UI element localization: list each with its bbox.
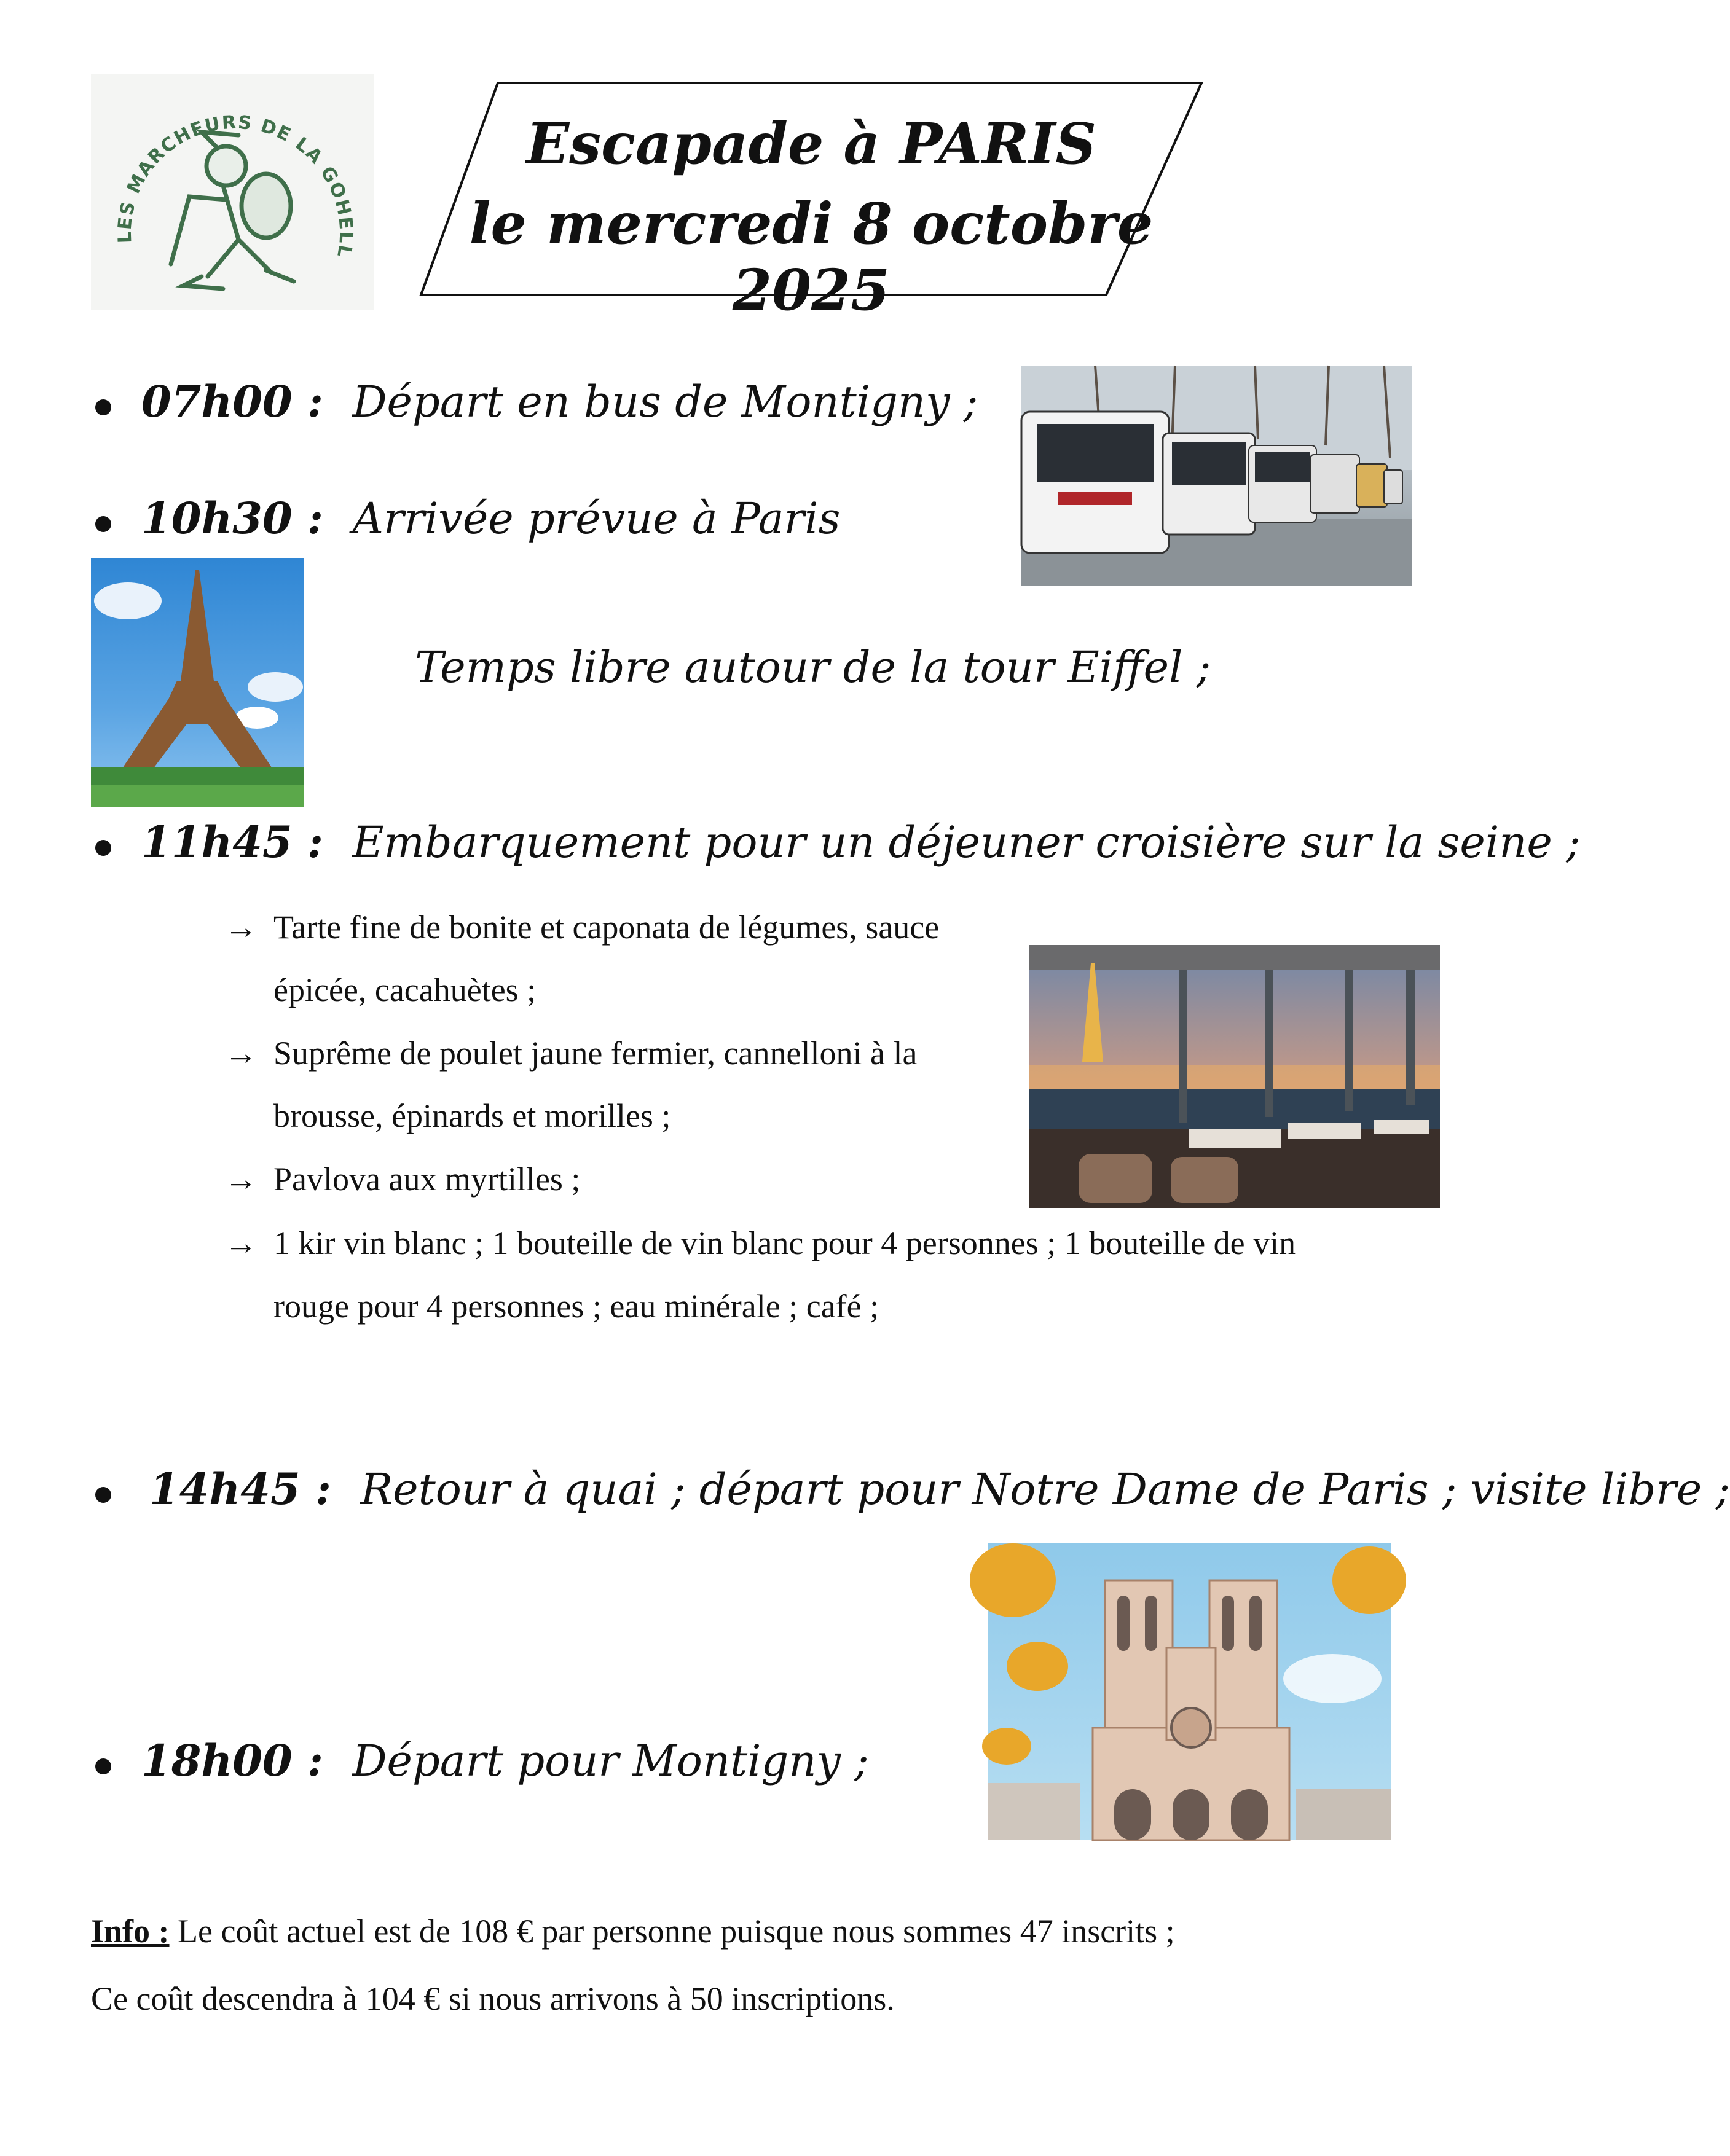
menu-item-line2: brousse, épinards et morilles ; (273, 1097, 671, 1134)
club-logo (91, 74, 374, 310)
menu-item-line2: rouge pour 4 personnes ; eau minérale ; café ; (273, 1288, 879, 1325)
menu-item (224, 1034, 917, 1072)
notre-dame-photo (988, 1543, 1391, 1840)
info-label: Info : (91, 1913, 170, 1950)
menu-item-line1: Pavlova aux myrtilles ; (273, 1161, 581, 1198)
title-line-1: Escapade à PARIS (526, 111, 1096, 177)
svg-text:LES MARCHEURS DE LA GOHELLE: LES MARCHEURS DE LA GOHELL (114, 111, 357, 260)
title-banner (418, 80, 1205, 323)
schedule-text: Embarquement pour un déjeuner croisière sur la seine ; (352, 817, 1581, 868)
schedule-time: 10h30 : (141, 493, 323, 544)
schedule-text: Départ pour Montigny ; (352, 1736, 869, 1786)
schedule-text: Retour à quai ; départ pour Notre Dame de Paris ; visite libre ; (360, 1464, 1730, 1515)
arrow-right-icon: → (224, 1225, 258, 1261)
schedule-time: 18h00 : (141, 1735, 323, 1786)
schedule-text: Départ en bus de Montigny ; (352, 377, 978, 427)
bullet (95, 516, 111, 532)
menu-item-line1: Tarte fine de bonite et caponata de légumes, sauce (273, 909, 940, 946)
schedule-time: 14h45 : (149, 1464, 331, 1515)
info-line-1 (91, 1912, 1175, 1950)
arrow-right-icon: → (224, 1035, 258, 1072)
eiffel-tower-photo (91, 558, 304, 807)
schedule-time: 11h45 : (141, 817, 323, 868)
title-line-2: le mercredi 8 octobre 2025 (469, 190, 1154, 323)
menu-item (224, 908, 939, 946)
menu-item (224, 1224, 1296, 1262)
arrow-right-icon: → (224, 909, 258, 946)
schedule-item (149, 1464, 1730, 1515)
arrow-right-icon: → (224, 1161, 258, 1198)
free-time-text: Temps libre autour de la tour Eiffel ; (415, 642, 1211, 692)
schedule-item (141, 1735, 869, 1787)
menu-item-line1: Suprême de poulet jaune fermier, cannelloni à la (273, 1035, 918, 1072)
bus-photo (1021, 366, 1412, 586)
info-line-2: Ce coût descendra à 104 € si nous arrivons à 50 inscriptions. (91, 1980, 895, 2017)
bullet (95, 399, 111, 415)
menu-item-line1: 1 kir vin blanc ; 1 bouteille de vin blanc pour 4 personnes ; 1 bouteille de vin (273, 1225, 1296, 1261)
cruise-restaurant-photo (1029, 945, 1440, 1208)
schedule-item (141, 493, 840, 544)
schedule-item (141, 376, 978, 428)
schedule-time: 07h00 : (141, 376, 323, 427)
bullet (95, 1487, 111, 1503)
schedule-item (141, 817, 1581, 868)
bullet (95, 1758, 111, 1774)
menu-item-line2: épicée, cacahuètes ; (273, 971, 537, 1008)
menu-item (224, 1160, 580, 1198)
schedule-text: Arrivée prévue à Paris (352, 493, 841, 544)
bullet (95, 840, 111, 856)
info-text: Le coût actuel est de 108 € par personne puisque nous sommes 47 inscrits ; (178, 1913, 1175, 1950)
